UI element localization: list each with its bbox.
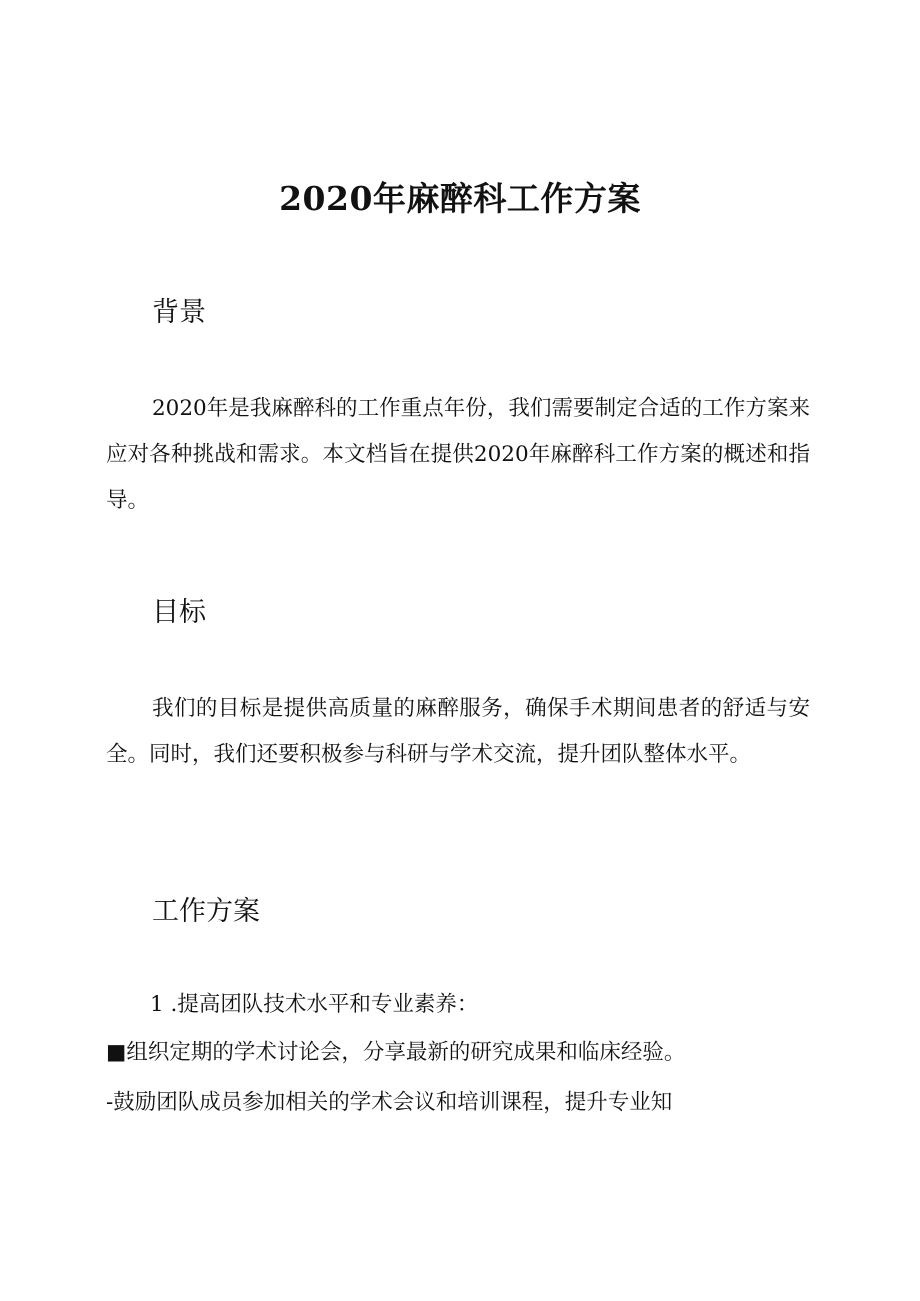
section-heading-goal: 目标 (152, 597, 206, 628)
plan-bullet-1: ■组织定期的学术讨论会，分享最新的研究成果和临床经验。 (106, 1040, 686, 1065)
section-heading-background: 背景 (152, 297, 206, 328)
plan-bullet-2: -鼓励团队成员参加相关的学术会议和培训课程，提升专业知 (106, 1090, 673, 1115)
section-heading-plan: 工作方案 (152, 896, 260, 927)
plan-item-1: 1 .提高团队技术水平和专业素养： (150, 992, 479, 1017)
document-title: 2020年麻醉科工作方案 (279, 179, 641, 218)
background-paragraph: 2020年是我麻醉科的工作重点年份，我们需要制定合适的工作方案来应对各种挑战和需求。本文档旨在提供2020年麻醉科工作方案的概述和指导。 (106, 396, 810, 513)
goal-paragraph: 我们的目标是提供高质量的麻醉服务，确保手术期间患者的舒适与安全。同时，我们还要积极参与科研与学术交流，提升团队整体水平。 (106, 696, 810, 767)
